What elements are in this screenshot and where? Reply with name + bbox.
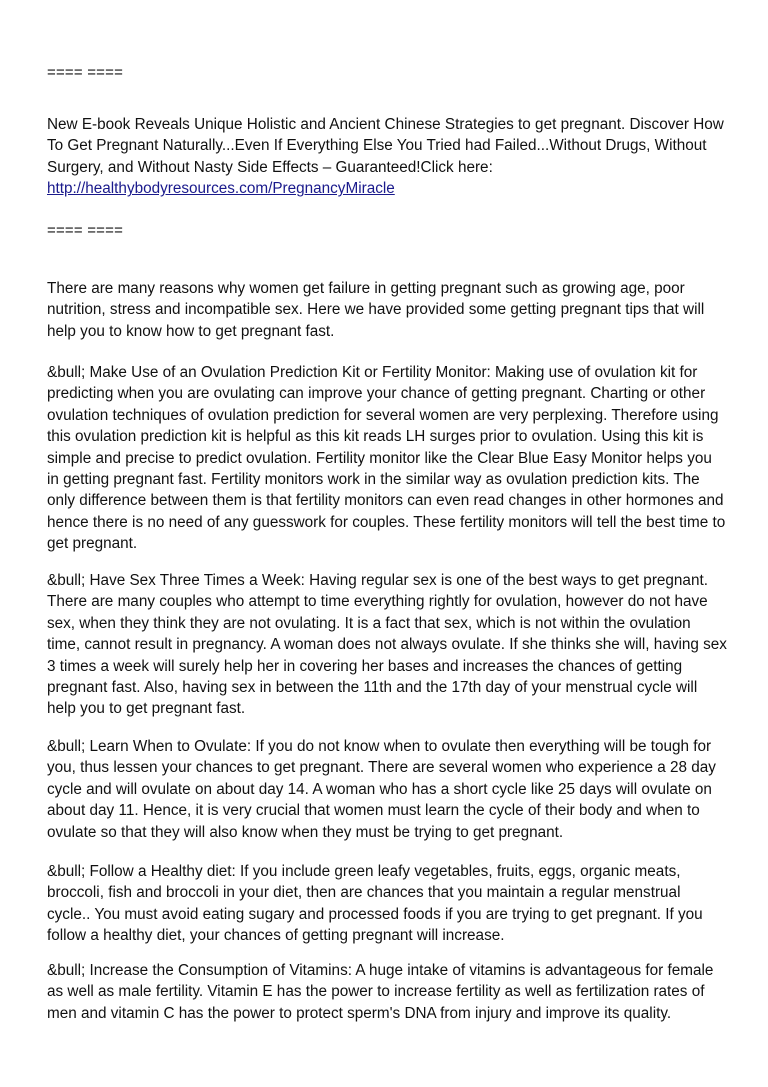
tip-healthy-diet: &bull; Follow a Healthy diet: If you include green leafy vegetables, fruits, eggs, organic meats, broccoli, fish and broccoli in your diet, then are chances that you maintain a regular menstrual cycle.. You must avoid eating sugary and processed foods if you are trying to get pregnant. If you follow a healthy diet, your chances of getting pregnant will increase. — [47, 863, 703, 945]
tip-sex-three-times: &bull; Have Sex Three Times a Week: Having regular sex is one of the best ways to get pregnant. There are many couples who attempt to time everything rightly for ovulation, however do not have sex, when they think they are not ovulating. It is a fact that sex, which is not within the ovulation time, cannot result in pregnancy. A woman does not always ovulate. If she thinks she will, having sex 3 times a week will surely help her in covering her bases and increases the chances of getting pregnant fast. Also, having sex in between the 11th and the 17th day of your menstrual cycle will help you to get pregnant fast. — [47, 572, 727, 718]
tip-learn-ovulate: &bull; Learn When to Ovulate: If you do not know when to ovulate then everything will be tough for you, thus lessen your chances to get pregnant. There are several women who experience a 28 day cycle and will ovulate on about day 14. A woman who has a short cycle like 25 days will ovulate on about day 11. Hence, it is very crucial that women must learn the cycle of their body and when to ovulate so that they will also know when they must be trying to get pregnant. — [47, 738, 716, 841]
separator-bottom: ==== ==== — [47, 222, 124, 239]
tip-vitamins: &bull; Increase the Consumption of Vitamins: A huge intake of vitamins is advantageous for female as well as male fertility. Vitamin E has the power to increase fertility as well as fertilization rates of men and vitamin C has the power to protect sperm's DNA from injury and improve its quality. — [47, 962, 714, 1022]
intro-paragraph: There are many reasons why women get failure in getting pregnant such as growing age, poor nutrition, stress and incompatible sex. Here we have provided some getting pregnant tips that will help you to know how to get pregnant fast. — [47, 280, 705, 340]
promo-link[interactable]: http://healthybodyresources.com/PregnancyMiracle — [47, 180, 395, 198]
promo-paragraph — [47, 114, 727, 200]
separator-top: ==== ==== — [47, 64, 124, 81]
promo-text: New E-book Reveals Unique Holistic and Ancient Chinese Strategies to get pregnant. Discover How To Get Pregnant Naturally...Even If Everything Else You Tried had Failed...Without Drugs, Without Surgery, and Without Nasty Side Effects – Guaranteed!Click here: — [47, 116, 724, 176]
tip-ovulation-kit: &bull; Make Use of an Ovulation Prediction Kit or Fertility Monitor: Making use of ovulation kit for predicting when you are ovulating can improve your chance of getting pregnant. Charting or other ovulation techniques of ovulation prediction for several women are very perplexing. Therefore using this ovulation prediction kit is helpful as this kit reads LH surges prior to ovulation. Using this kit is simple and precise to predict ovulation. Fertility monitor like the Clear Blue Easy Monitor helps you in getting pregnant fast. Fertility monitors work in the similar way as ovulation prediction kits. The only difference between them is that fertility monitors can even read changes in other hormones and hence there is no need of any guesswork for couples. These fertility monitors will tell the best time to get pregnant. — [47, 364, 726, 553]
